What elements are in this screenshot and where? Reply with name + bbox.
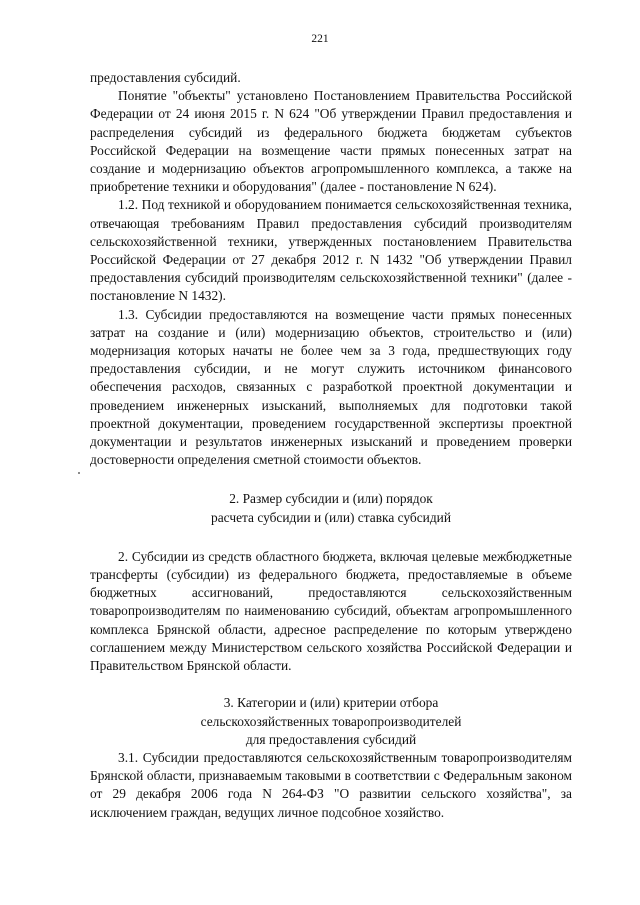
section-3-heading <box>90 694 572 749</box>
section-3-heading-line-3: для предоставления субсидий <box>245 731 417 747</box>
section-2-heading-line-2: расчета субсидии и (или) ставка субсидий <box>211 509 451 525</box>
section-2-heading <box>90 490 572 526</box>
scan-speck <box>78 472 80 474</box>
paragraph-objects-definition: Понятие "объекты" установлено Постановлением Правительства Российской Федерации от 24 июня 2015 г. N 624 "Об утверждении Правил предоставления и распределения субсидий из федерального бюджета бюджетам субъектов Российской Федерации на возмещение части прямых понесенных затрат на создание и модернизацию объектов агропромышленного комплекса, а также на приобретение техники и оборудования" (далее - постановление N 624). <box>90 88 572 195</box>
paragraph-3-1: 3.1. Субсидии предоставляются сельскохозяйственным товаропроизводителям Брянской области, признаваемым таковыми в соответствии с Федеральным законом от 29 декабря 2006 года N 264-ФЗ "О развитии сельского хозяйства", за исключением граждан, ведущих личное подсобное хозяйство. <box>90 749 572 820</box>
document-body <box>90 69 572 822</box>
paragraph-1-2: 1.2. Под техникой и оборудованием понимается сельскохозяйственная техника, отвечающая требованиям Правил предоставления субсидий производителям сельскохозяйственной техники, утвержденных постановлением Правительства Российской Федерации от 27 декабря 2012 г. N 1432 "Об утверждении Правил предоставления субсидий производителям сельскохозяйственной техники" (далее - постановление N 1432). <box>90 197 572 304</box>
section-3-heading-line-2: сельскохозяйственных товаропроизводителей <box>200 713 462 729</box>
section-3-heading-line-1: 3. Категории и (или) критерии отбора <box>223 695 439 711</box>
paragraph-continuation: предоставления субсидий. <box>90 70 241 85</box>
section-2-heading-line-1: 2. Размер субсидии и (или) порядок <box>229 491 433 507</box>
page-number: 221 <box>311 33 329 45</box>
paragraph-1-3: 1.3. Субсидии предоставляются на возмещение части прямых понесенных затрат на создание и (или) модернизацию объектов, строительство и (или) модернизация которых начаты не более чем за 3 года, предшествующих году предоставления субсидии, и не могут служить источником финансового обеспечения расходов, связанных с разработкой проектной документации и проведением инженерных изысканий, выполняемых для подготовки такой проектной документации, проведением государственной экспертизы проектной документации и результатов инженерных изысканий и проведением проверки достоверности определения сметной стоимости объектов. <box>90 306 572 468</box>
paragraph-2: 2. Субсидии из средств областного бюджета, включая целевые межбюджетные трансферты (субсидии) из федерального бюджета, предоставляемые в объеме бюджетных ассигнований, предоставляются сельскохозяйственным товаропроизводителям по наименованию субсидий, объектам агропромышленного комплекса Брянской области, адресное распределение по которым утверждено соглашением между Министерством сельского хозяйства Российской Федерации и Правительством Брянской области. <box>90 548 572 674</box>
